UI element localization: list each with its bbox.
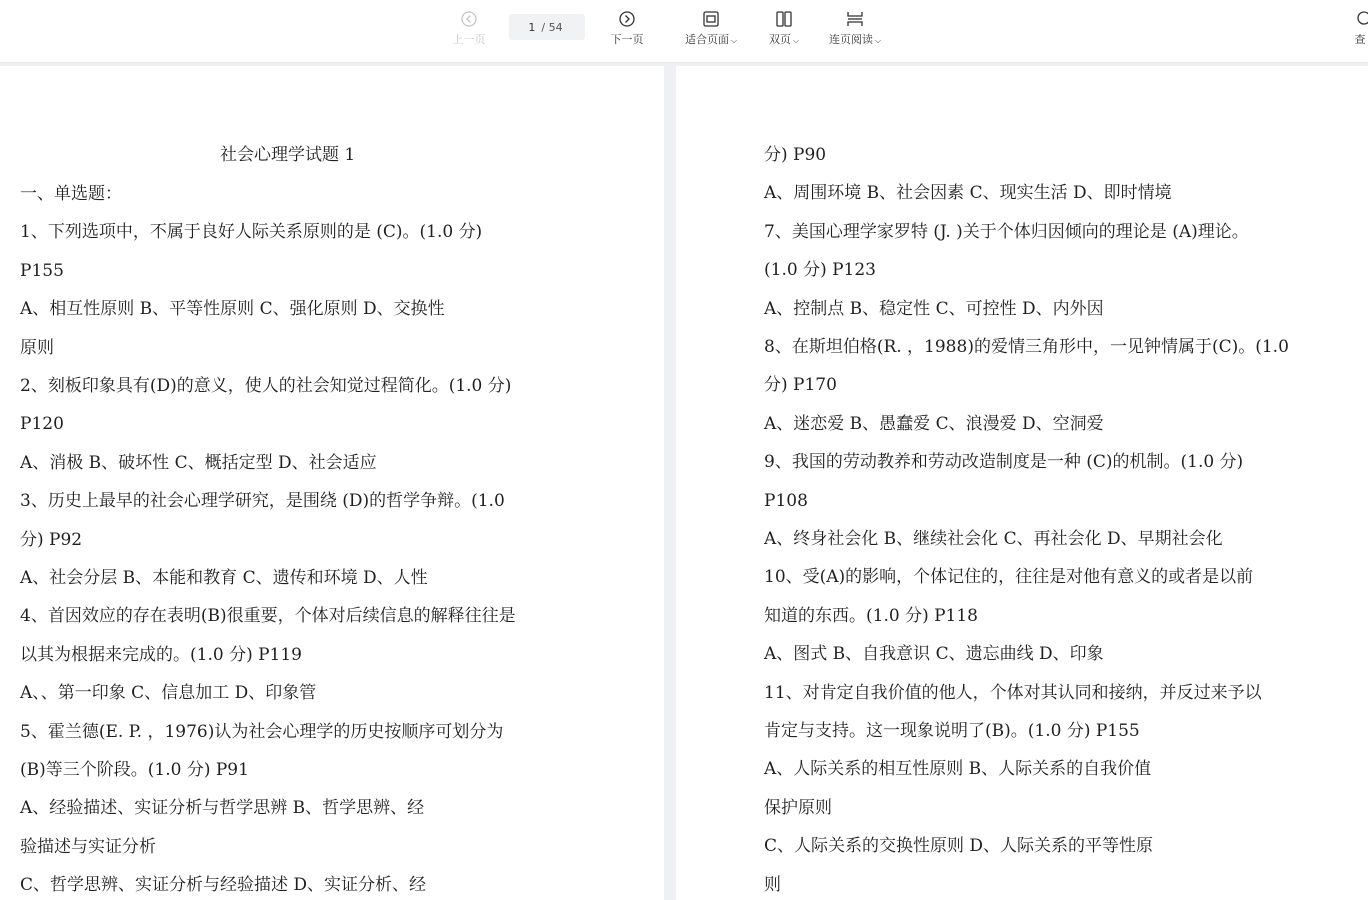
double-page-button[interactable]: [764, 10, 804, 47]
text-line: 分) P170: [764, 375, 837, 396]
continuous-read-label: 连页阅读: [828, 33, 873, 46]
text-line: A、周围环境 B、社会因素 C、现实生活 D、即时情境: [764, 183, 1172, 204]
text-line: A、经验描述、实证分析与哲学思辨 B、哲学思辨、经: [20, 798, 425, 819]
double-page-label: 双页: [768, 33, 791, 46]
text-line: 原则: [20, 337, 54, 358]
text-line: 3、历史上最早的社会心理学研究，是围绕 (D)的哲学争辩。(1.0: [20, 491, 505, 512]
text-line: P120: [20, 414, 64, 435]
chevron-right-icon: [617, 10, 637, 28]
text-line: 则: [764, 874, 781, 895]
text-line: 9、我国的劳动教养和劳动改造制度是一种 (C)的机制。(1.0 分): [764, 452, 1244, 473]
text-line: A、消极 B、破坏性 C、概括定型 D、社会适应: [20, 452, 377, 473]
page-current[interactable]: 1: [528, 20, 536, 34]
text-line: 8、在斯坦伯格(R. ，1988)的爱情三角形中，一见钟情属于(C)。(1.0: [764, 337, 1289, 357]
text-line: 2、刻板印象具有(D)的意义，使人的社会知觉过程简化。(1.0 分): [20, 376, 512, 396]
text-line: A、社会分层 B、本能和教育 C、遗传和环境 D、人性: [20, 568, 428, 588]
next-page-label: 下一页: [610, 33, 644, 46]
search-label: 查: [1354, 33, 1366, 46]
search-button[interactable]: [1352, 10, 1368, 47]
text-line: 一、单选题：: [20, 184, 122, 204]
text-line: A、控制点 B、稳定性 C、可控性 D、内外因: [764, 298, 1104, 319]
reader-toolbar: [0, 0, 1368, 63]
text-line: 保护原则: [764, 797, 832, 818]
text-line: C、人际关系的交换性原则 D、人际关系的平等性原: [764, 836, 1154, 857]
text-line: (1.0 分) P123: [764, 260, 876, 281]
text-line: 以其为根据来完成的。(1.0 分) P119: [20, 644, 302, 665]
next-page-button[interactable]: [607, 10, 647, 47]
text-line: (B)等三个阶段。(1.0 分) P91: [20, 760, 249, 780]
text-line: A、迷恋爱 B、愚蠢爱 C、浪漫爱 D、空洞爱: [764, 413, 1104, 434]
chevron-down-icon: ⌵: [874, 36, 882, 45]
text-line: 验描述与实证分析: [20, 836, 156, 857]
text-line: A、人际关系的相互性原则 B、人际关系的自我价值: [764, 759, 1152, 780]
prev-page-button[interactable]: [451, 10, 487, 47]
fit-page-button[interactable]: [680, 10, 742, 47]
page-indicator[interactable]: [509, 14, 585, 40]
chevron-left-icon: [459, 10, 479, 28]
text-line: P108: [764, 490, 808, 511]
double-page-icon: [774, 10, 794, 28]
page-total: / 54: [541, 20, 563, 34]
text-line: A、相互性原则 B、平等性原则 C、强化原则 D、交换性: [20, 299, 445, 320]
document-page-right: [676, 66, 1368, 900]
text-line: A、图式 B、自我意识 C、遗忘曲线 D、印象: [764, 644, 1104, 665]
text-line: A、终身社会化 B、继续社会化 C、再社会化 D、早期社会化: [764, 529, 1223, 549]
text-line: 11、对肯定自我价值的他人，个体对其认同和接纳，并反过来予以: [764, 682, 1262, 703]
continuous-read-button[interactable]: [823, 10, 887, 47]
text-line: C、哲学思辨、实证分析与经验描述 D、实证分析、经: [20, 875, 427, 896]
chevron-down-icon: ⌵: [730, 36, 738, 45]
fit-page-label: 适合页面: [684, 33, 729, 46]
text-line: A、、第一印象 C、信息加工 D、印象管: [20, 683, 317, 704]
text-line: 5、霍兰德(E. P. ，1976)认为社会心理学的历史按顺序可划分为: [20, 721, 504, 742]
text-line: 4、首因效应的存在表明(B)很重要，个体对后续信息的解释往往是: [20, 606, 516, 627]
text-line: 肯定与支持。这一现象说明了(B)。(1.0 分) P155: [764, 721, 1140, 741]
text-line: 分) P90: [764, 145, 827, 165]
text-line: 知道的东西。(1.0 分) P118: [764, 605, 978, 626]
chevron-down-icon: ⌵: [792, 36, 800, 45]
text-line: 1、下列选项中，不属于良好人际关系原则的是 (C)。(1.0 分): [20, 222, 483, 243]
text-line: P155: [20, 260, 64, 281]
search-icon: [1354, 10, 1368, 28]
text-line: 7、美国心理学家罗特 (J. )关于个体归因倾向的理论是 (A)理论。: [764, 221, 1249, 242]
text-line: 10、受(A)的影响，个体记住的，往往是对他有意义的或者是以前: [764, 567, 1254, 588]
document-title: 社会心理学试题 1: [220, 145, 356, 165]
continuous-read-icon: [845, 10, 865, 28]
document-page-left: [0, 66, 664, 900]
text-line: 分) P92: [20, 529, 83, 550]
fit-page-icon: [701, 10, 721, 28]
prev-page-label: 上一页: [452, 33, 486, 46]
